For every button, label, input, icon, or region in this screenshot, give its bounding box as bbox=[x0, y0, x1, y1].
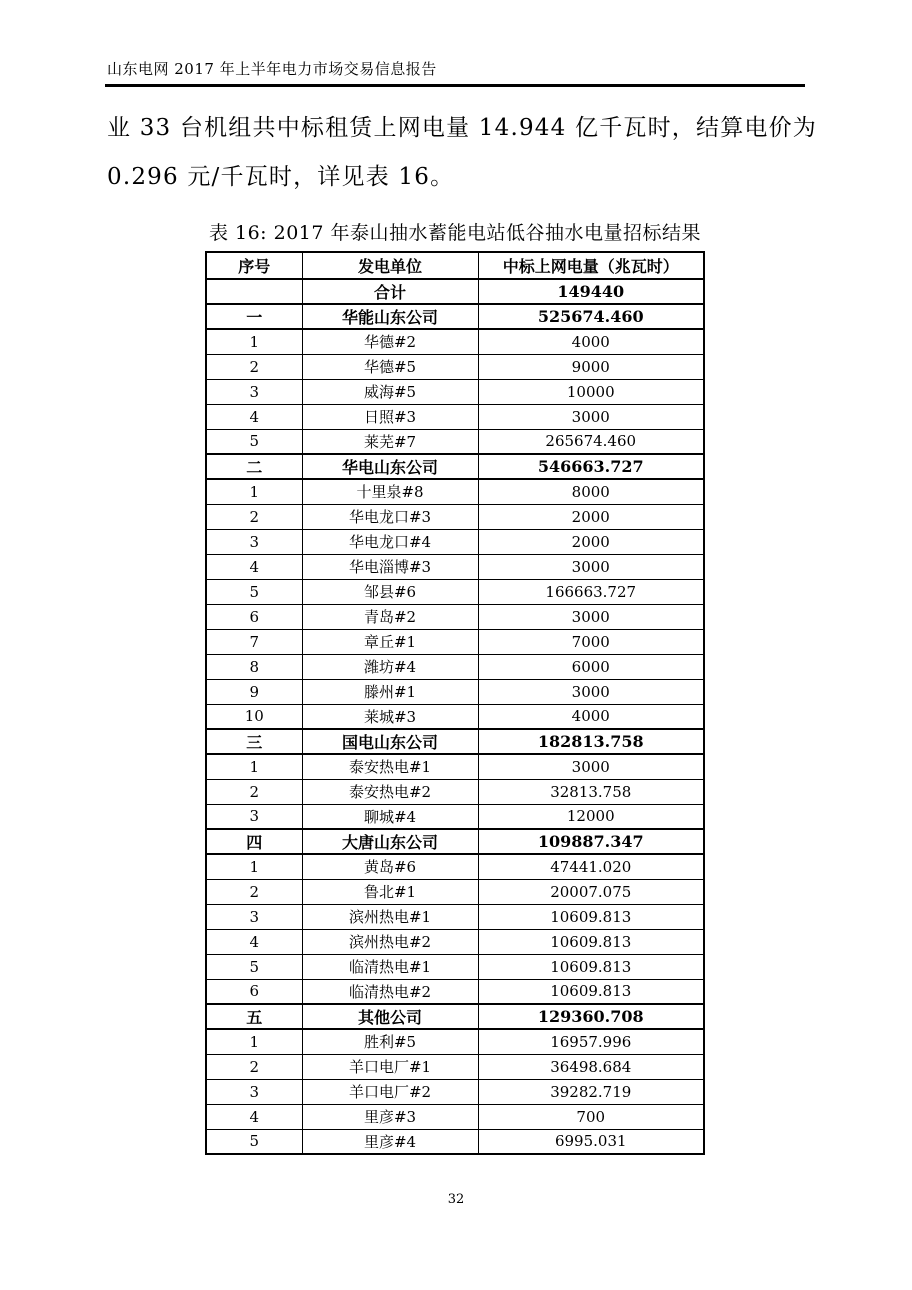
table-row bbox=[206, 854, 704, 879]
header-rule bbox=[105, 84, 805, 87]
value-cell: 4000 bbox=[478, 704, 704, 729]
value-cell: 166663.727 bbox=[478, 579, 704, 604]
table-row bbox=[206, 879, 704, 904]
unit-cell: 临清热电#2 bbox=[302, 979, 478, 1004]
table-caption: 表 16: 2017 年泰山抽水蓄能电站低谷抽水电量招标结果 bbox=[208, 222, 702, 244]
unit-cell: 青岛#2 bbox=[302, 604, 478, 629]
seq-cell: 1 bbox=[206, 1029, 302, 1054]
value-cell: 8000 bbox=[478, 479, 704, 504]
seq-cell: 5 bbox=[206, 429, 302, 454]
seq-cell: 5 bbox=[206, 954, 302, 979]
table-row bbox=[206, 1129, 704, 1154]
unit-cell: 合计 bbox=[302, 279, 478, 304]
results-table-body bbox=[206, 279, 704, 1154]
table-section-row bbox=[206, 1004, 704, 1029]
seq-cell: 3 bbox=[206, 529, 302, 554]
unit-cell: 华电龙口#4 bbox=[302, 529, 478, 554]
seq-cell: 2 bbox=[206, 879, 302, 904]
table-row bbox=[206, 1079, 704, 1104]
value-cell: 20007.075 bbox=[478, 879, 704, 904]
seq-cell: 7 bbox=[206, 629, 302, 654]
unit-cell: 胜利#5 bbox=[302, 1029, 478, 1054]
report-header-title: 山东电网 2017 年上半年电力市场交易信息报告 bbox=[107, 60, 437, 78]
column-header: 序号 bbox=[206, 252, 302, 279]
unit-cell: 华电山东公司 bbox=[302, 454, 478, 479]
value-cell: 700 bbox=[478, 1104, 704, 1129]
value-cell: 10609.813 bbox=[478, 979, 704, 1004]
unit-cell: 华电淄博#3 bbox=[302, 554, 478, 579]
table-row bbox=[206, 629, 704, 654]
unit-cell: 聊城#4 bbox=[302, 804, 478, 829]
table-row bbox=[206, 979, 704, 1004]
value-cell: 265674.460 bbox=[478, 429, 704, 454]
seq-cell: 5 bbox=[206, 1129, 302, 1154]
table-row bbox=[206, 929, 704, 954]
value-cell: 129360.708 bbox=[478, 1004, 704, 1029]
unit-cell: 潍坊#4 bbox=[302, 654, 478, 679]
table-section-row bbox=[206, 279, 704, 304]
results-table-header-row bbox=[206, 252, 704, 279]
value-cell: 149440 bbox=[478, 279, 704, 304]
value-cell: 3000 bbox=[478, 554, 704, 579]
seq-cell: 4 bbox=[206, 929, 302, 954]
seq-cell: 二 bbox=[206, 454, 302, 479]
seq-cell: 4 bbox=[206, 404, 302, 429]
value-cell: 32813.758 bbox=[478, 779, 704, 804]
unit-cell: 莱芜#7 bbox=[302, 429, 478, 454]
unit-cell: 莱城#3 bbox=[302, 704, 478, 729]
seq-cell: 1 bbox=[206, 479, 302, 504]
value-cell: 525674.460 bbox=[478, 304, 704, 329]
seq-cell: 1 bbox=[206, 854, 302, 879]
unit-cell: 鲁北#1 bbox=[302, 879, 478, 904]
bidding-results-table bbox=[205, 251, 705, 1155]
seq-cell: 4 bbox=[206, 1104, 302, 1129]
seq-cell: 2 bbox=[206, 354, 302, 379]
unit-cell: 邹县#6 bbox=[302, 579, 478, 604]
table-row bbox=[206, 1054, 704, 1079]
unit-cell: 华能山东公司 bbox=[302, 304, 478, 329]
value-cell: 7000 bbox=[478, 629, 704, 654]
table-row bbox=[206, 654, 704, 679]
value-cell: 2000 bbox=[478, 529, 704, 554]
table-row bbox=[206, 579, 704, 604]
table-row bbox=[206, 329, 704, 354]
seq-cell: 五 bbox=[206, 1004, 302, 1029]
seq-cell: 4 bbox=[206, 554, 302, 579]
value-cell: 546663.727 bbox=[478, 454, 704, 479]
table-section-row bbox=[206, 729, 704, 754]
value-cell: 9000 bbox=[478, 354, 704, 379]
seq-cell: 1 bbox=[206, 754, 302, 779]
seq-cell: 3 bbox=[206, 1079, 302, 1104]
value-cell: 109887.347 bbox=[478, 829, 704, 854]
seq-cell: 2 bbox=[206, 504, 302, 529]
table-row bbox=[206, 604, 704, 629]
table-row bbox=[206, 404, 704, 429]
value-cell: 10609.813 bbox=[478, 929, 704, 954]
unit-cell: 华德#2 bbox=[302, 329, 478, 354]
unit-cell: 国电山东公司 bbox=[302, 729, 478, 754]
seq-cell: 四 bbox=[206, 829, 302, 854]
unit-cell: 日照#3 bbox=[302, 404, 478, 429]
seq-cell: 10 bbox=[206, 704, 302, 729]
seq-cell: 三 bbox=[206, 729, 302, 754]
seq-cell: 1 bbox=[206, 329, 302, 354]
value-cell: 3000 bbox=[478, 679, 704, 704]
unit-cell: 泰安热电#1 bbox=[302, 754, 478, 779]
unit-cell: 大唐山东公司 bbox=[302, 829, 478, 854]
table-row bbox=[206, 554, 704, 579]
paragraph-line-2: 0.296 元/千瓦时，详见表 16。 bbox=[107, 164, 455, 190]
value-cell: 10609.813 bbox=[478, 954, 704, 979]
column-header: 中标上网电量（兆瓦时） bbox=[478, 252, 704, 279]
table-section-row bbox=[206, 454, 704, 479]
unit-cell: 滨州热电#1 bbox=[302, 904, 478, 929]
value-cell: 36498.684 bbox=[478, 1054, 704, 1079]
paragraph-line-1: 业 33 台机组共中标租赁上网电量 14.944 亿千瓦时，结算电价为 bbox=[107, 115, 817, 141]
unit-cell: 章丘#1 bbox=[302, 629, 478, 654]
seq-cell: 8 bbox=[206, 654, 302, 679]
table-section-row bbox=[206, 304, 704, 329]
body-paragraph bbox=[107, 104, 817, 202]
column-header: 发电单位 bbox=[302, 252, 478, 279]
seq-cell: 2 bbox=[206, 1054, 302, 1079]
table-row bbox=[206, 354, 704, 379]
unit-cell: 临清热电#1 bbox=[302, 954, 478, 979]
seq-cell: 9 bbox=[206, 679, 302, 704]
seq-cell: 3 bbox=[206, 379, 302, 404]
value-cell: 3000 bbox=[478, 754, 704, 779]
value-cell: 12000 bbox=[478, 804, 704, 829]
value-cell: 47441.020 bbox=[478, 854, 704, 879]
seq-cell: 6 bbox=[206, 604, 302, 629]
table-row bbox=[206, 779, 704, 804]
value-cell: 6995.031 bbox=[478, 1129, 704, 1154]
value-cell: 10609.813 bbox=[478, 904, 704, 929]
table-row bbox=[206, 379, 704, 404]
unit-cell: 泰安热电#2 bbox=[302, 779, 478, 804]
table-row bbox=[206, 754, 704, 779]
seq-cell bbox=[206, 279, 302, 304]
unit-cell: 其他公司 bbox=[302, 1004, 478, 1029]
unit-cell: 里彦#4 bbox=[302, 1129, 478, 1154]
value-cell: 182813.758 bbox=[478, 729, 704, 754]
unit-cell: 里彦#3 bbox=[302, 1104, 478, 1129]
table-row bbox=[206, 529, 704, 554]
table-row bbox=[206, 479, 704, 504]
seq-cell: 5 bbox=[206, 579, 302, 604]
table-row bbox=[206, 804, 704, 829]
value-cell: 16957.996 bbox=[478, 1029, 704, 1054]
table-row bbox=[206, 504, 704, 529]
seq-cell: 6 bbox=[206, 979, 302, 1004]
table-row bbox=[206, 904, 704, 929]
table-row bbox=[206, 1029, 704, 1054]
table-row bbox=[206, 679, 704, 704]
table-row bbox=[206, 954, 704, 979]
unit-cell: 华电龙口#3 bbox=[302, 504, 478, 529]
seq-cell: 一 bbox=[206, 304, 302, 329]
table-row bbox=[206, 429, 704, 454]
seq-cell: 3 bbox=[206, 904, 302, 929]
table-row bbox=[206, 704, 704, 729]
unit-cell: 滨州热电#2 bbox=[302, 929, 478, 954]
value-cell: 4000 bbox=[478, 329, 704, 354]
value-cell: 10000 bbox=[478, 379, 704, 404]
page-number: 32 bbox=[447, 1192, 465, 1207]
seq-cell: 2 bbox=[206, 779, 302, 804]
unit-cell: 羊口电厂#2 bbox=[302, 1079, 478, 1104]
value-cell: 6000 bbox=[478, 654, 704, 679]
table-section-row bbox=[206, 829, 704, 854]
value-cell: 2000 bbox=[478, 504, 704, 529]
value-cell: 39282.719 bbox=[478, 1079, 704, 1104]
value-cell: 3000 bbox=[478, 404, 704, 429]
seq-cell: 3 bbox=[206, 804, 302, 829]
value-cell: 3000 bbox=[478, 604, 704, 629]
unit-cell: 羊口电厂#1 bbox=[302, 1054, 478, 1079]
unit-cell: 十里泉#8 bbox=[302, 479, 478, 504]
table-row bbox=[206, 1104, 704, 1129]
unit-cell: 滕州#1 bbox=[302, 679, 478, 704]
unit-cell: 黄岛#6 bbox=[302, 854, 478, 879]
unit-cell: 威海#5 bbox=[302, 379, 478, 404]
unit-cell: 华德#5 bbox=[302, 354, 478, 379]
